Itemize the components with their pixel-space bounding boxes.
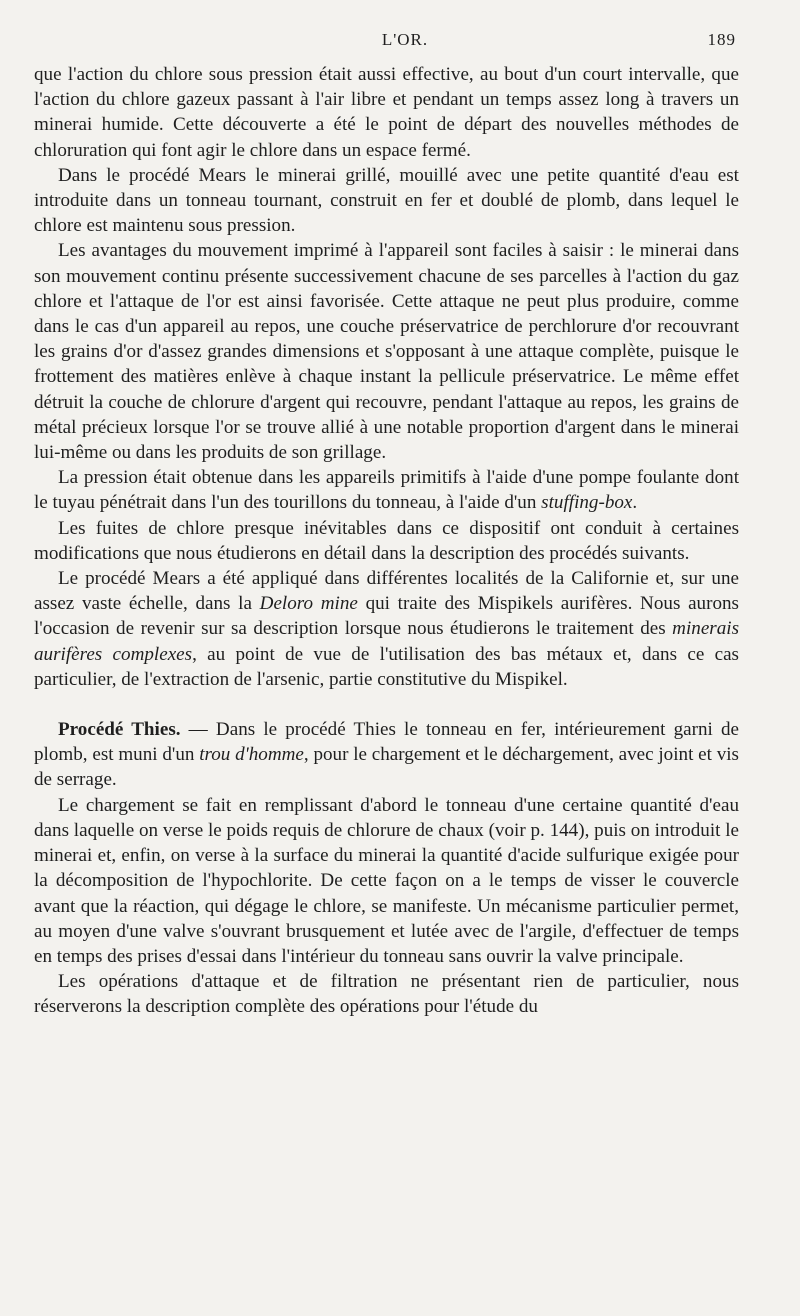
paragraph-6-end: , au point de vue de l'utilisation des bas métaux et, dans ce cas particulier, de l'extraction de l'arsenic, partie constitutive du Mispikel.	[34, 643, 739, 690]
paragraph-9-text: Les opérations d'attaque et de filtration ne présentant rien de particulier, nous réserverons la description complète des opérations pour l'étude du	[34, 971, 739, 1018]
paragraph-3-text: Les avantages du mouvement imprimé à l'appareil sont faciles à saisir : le minerai dans son mouvement continu présente successivement chacune de ses parcelles à l'action du gaz chlore et l'attaque de l'or est ainsi favorisée. Cette attaque ne peut plus produire, comme dans le cas d'un appareil au repos, une couche préservatrice de perchlorure d'or recouvrant les grains d'or d'assez grandes dimensions et s'opposant à une attaque complète, puisque le frottement des matières enlève à chaque instant la pellicule préservatrice. Le même effet détruit la couche de chlorure d'argent qui recouvre, pendant l'attaque au repos, les grains de métal précieux lorsque l'or se trouve allié à une notable proportion d'argent dans le minerai lui-même ou dans les produits de son grillage.	[34, 240, 739, 464]
paragraph-5-text: Les fuites de chlore presque inévitables dans ce dispositif ont conduit à certaines modifications que nous étudierons en détail dans la description des procédés suivants.	[34, 517, 739, 564]
paragraph-8	[34, 793, 739, 969]
paragraph-2	[34, 163, 739, 239]
section-heading-procede-thies: Procédé Thies.	[58, 719, 181, 741]
paragraph-4	[34, 465, 739, 515]
paragraph-8-text: Le chargement se fait en remplissant d'abord le tonneau d'une certaine quantité d'eau dans laquelle on verse le poids requis de chlorure de chaux (voir p. 144), puis on introduit le minerai et, enfin, on verse à la surface du minerai la quantité d'acide sulfurique exigée pour la décomposition de l'hypochlorite. De cette façon on a le temps de visser le couvercle avant que la réaction, qui dégage le chlore, se manifeste. Un mécanisme particulier permet, au moyen d'une valve s'ouvrant brusquement et lutée avec de l'argile, d'effectuer de temps en temps des prises d'essai dans l'intérieur du tonneau sans ouvrir la valve principale.	[34, 794, 739, 967]
paragraph-1-text: que l'action du chlore sous pression était aussi effective, au bout d'un court intervalle, que l'action du chlore gazeux passant à l'air libre et pendant un temps assez long à travers un minerai humide. Cette découverte a été le point de départ des nouvelles méthodes de chloruration qui font agir le chlore dans un espace fermé.	[34, 64, 739, 161]
paragraph-3	[34, 238, 739, 465]
italic-term-deloro-mine: Deloro mine	[259, 593, 358, 615]
body-text	[34, 62, 739, 1020]
italic-term-trou-d-homme: trou d'homme	[199, 744, 304, 766]
paragraph-7-text: — Dans le procédé Thies le tonneau en fer, intérieurement garni de plomb, est muni d'un	[34, 719, 739, 766]
paragraph-9	[34, 969, 739, 1019]
page-number: 189	[707, 30, 736, 49]
italic-term-stuffing-box: stuffing-box	[541, 492, 633, 514]
paragraph-5	[34, 516, 739, 566]
paragraph-4-text: La pression était obtenue dans les appareils primitifs à l'aide d'une pompe foulante dont le tuyau pénétrait dans l'un des tourillons du tonneau, à l'aide d'un	[34, 467, 739, 514]
italic-term-minerais-complexes: minerais aurifères complexes	[34, 618, 739, 665]
paragraph-4-end: .	[632, 492, 638, 514]
paragraph-1	[34, 62, 739, 163]
paragraph-7-end: , pour le chargement et le déchargement, avec joint et vis de serrage.	[34, 744, 739, 791]
page-header	[34, 30, 736, 54]
paragraph-6	[34, 566, 739, 692]
paragraph-2-text: Dans le procédé Mears le minerai grillé, mouillé avec une petite quantité d'eau est introduite dans un tonneau tournant, construit en fer et doublé de plomb, dans lequel le chlore est maintenu sous pression.	[34, 164, 739, 237]
paragraph-6-middle: qui traite des Mispikels aurifères. Nous aurons l'occasion de revenir sur sa description lorsque nous étudierons le traitement des	[34, 593, 739, 640]
running-title: L'OR.	[381, 30, 429, 49]
paragraph-7	[34, 717, 739, 793]
paragraph-6-text: Le procédé Mears a été appliqué dans différentes localités de la Californie et, sur une assez vaste échelle, dans la	[34, 568, 739, 615]
